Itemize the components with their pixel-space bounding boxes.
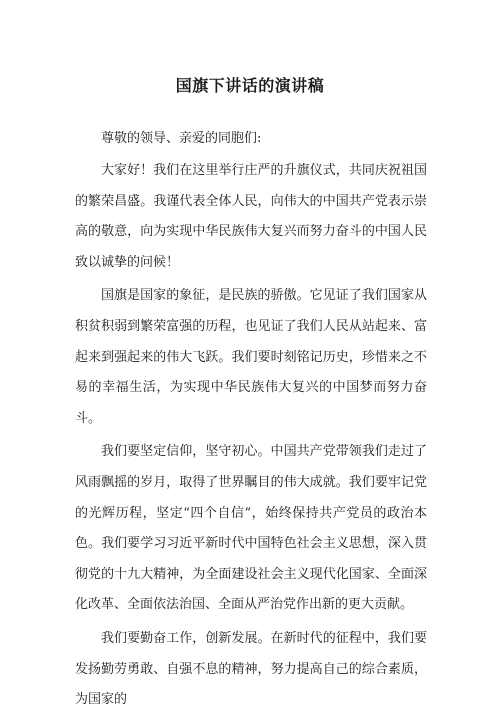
greeting-line: 尊敬的领导、亲爱的同胞们: — [101, 131, 262, 146]
paragraph-4: 我们要勤奋工作，创新发展。在新时代的征程中，我们要发扬勤劳勇敢、自强不息的精神，努力提高自己的综合素质，为国家的 — [75, 630, 427, 708]
paragraph-1: 大家好！我们在这里举行庄严的升旗仪式，共同庆祝祖国的繁荣昌盛。我谨代表全体人民，向伟大的中国共产党表示崇高的敬意，向为实现中华民族伟大复兴而努力奋斗的中国人民致以诚挚的问候！ — [75, 163, 427, 270]
document-body — [75, 124, 427, 719]
paragraph-2: 国旗是国家的象征，是民族的骄傲。它见证了我们国家从积贫积弱到繁荣富强的历程，也见证了我们人民从站起来、富起来到强起来的伟大飞跃。我们要时刻铭记历史，珍惜来之不易的幸福生活，为实现中华民族伟大复兴的中国梦而努力奋斗。 — [75, 288, 427, 426]
paragraph-3: 我们要坚定信仰，坚守初心。中国共产党带领我们走过了风雨飘摇的岁月，取得了世界瞩目的伟大成就。我们要牢记党的光辉历程，坚定“四个自信”，始终保持共产党员的政治本色。我们要学习习近平新时代中国特色社会主义思想，深入贯彻党的十九大精神，为全面建设社会主义现代化国家、全面深化改革、全面依法治国、全面从严治党作出新的更大贡献。 — [75, 444, 427, 613]
page-title: 国旗下讲话的演讲稿 — [175, 76, 325, 95]
